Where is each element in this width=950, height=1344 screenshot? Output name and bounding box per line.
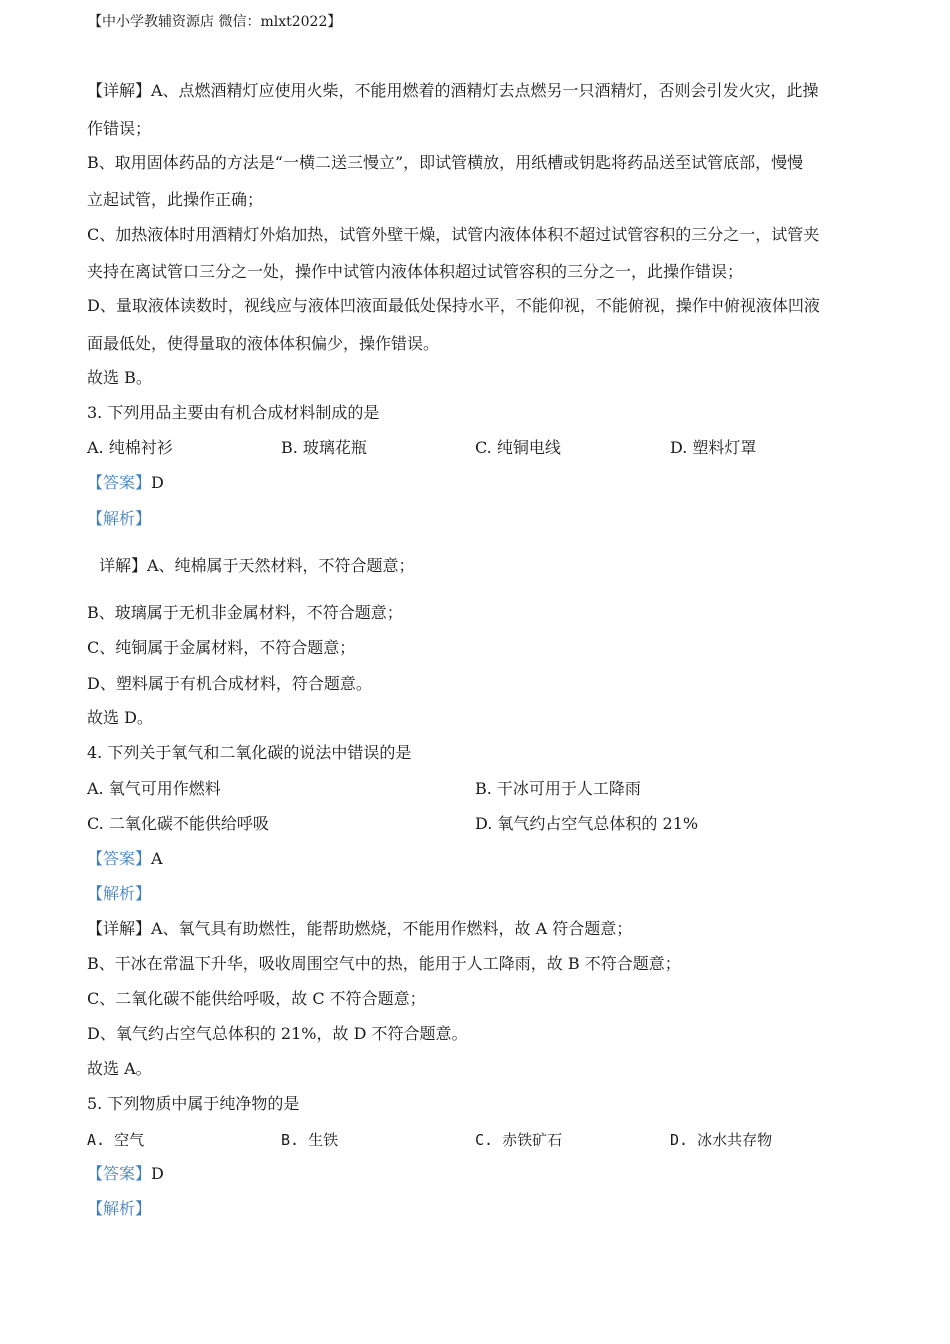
q2-detail-c-line2: 夹持在离试管口三分之一处，操作中试管内液体体积超过试管容积的三分之一，此操作错误； (87, 262, 744, 281)
q3-option-a: A. 纯棉衬衫 (87, 438, 173, 457)
q5-answer (87, 1163, 164, 1185)
q3-option-c: C. 纯铜电线 (475, 438, 561, 457)
answer-value: D (151, 1164, 164, 1183)
q5-question: 5. 下列物质中属于纯净物的是 (87, 1094, 300, 1113)
answer-label: 【答案】 (87, 849, 152, 868)
q4-detail-c: C、二氧化碳不能供给呼吸，故 C 不符合题意； (87, 989, 426, 1008)
q4-conclusion: 故选 A。 (87, 1059, 152, 1078)
q5-option-d: D. 冰水共存物 (670, 1131, 773, 1149)
q2-detail-b-line2: 立起试管，此操作正确； (87, 190, 264, 209)
q2-detail-b-line1: B、取用固体药品的方法是“一横二送三慢立”，即试管横放，用纸槽或钥匙将药品送至试管底部，慢慢 (87, 153, 804, 172)
q4-option-d: D. 氧气约占空气总体积的 21% (475, 814, 699, 833)
q5-option-a: A. 空气 (87, 1131, 145, 1149)
q3-question: 3. 下列用品主要由有机合成材料制成的是 (87, 403, 380, 422)
q3-option-d: D. 塑料灯罩 (670, 438, 757, 457)
q2-detail-d-line1: D、量取液体读数时，视线应与液体凹液面最低处保持水平，不能仰视，不能俯视，操作中俯视液体凹液 (87, 296, 820, 315)
q4-option-b: B. 干冰可用于人工降雨 (475, 779, 641, 798)
q4-detail-a: 【详解】A、氧气具有助燃性，能帮助燃烧，不能用作燃料，故 A 符合题意； (87, 919, 633, 938)
q5-analysis-label: 【解析】 (87, 1199, 152, 1218)
q4-option-a: A. 氧气可用作燃料 (87, 779, 221, 798)
answer-value: D (151, 473, 164, 492)
q3-answer (87, 472, 164, 494)
q4-detail-d: D、氧气约占空气总体积的 21%，故 D 不符合题意。 (87, 1024, 468, 1043)
q2-detail-c-line1: C、加热液体时用酒精灯外焰加热，试管外壁干燥，试管内液体体积不超过试管容积的三分之一，试管夹 (87, 225, 820, 244)
answer-label: 【答案】 (87, 1164, 152, 1183)
q3-conclusion: 故选 D。 (87, 708, 153, 727)
q4-answer (87, 848, 163, 870)
q4-analysis-label: 【解析】 (87, 884, 152, 903)
q4-option-c: C. 二氧化碳不能供给呼吸 (87, 814, 269, 833)
q3-detail-a: 详解】A、纯棉属于天然材料，不符合题意； (99, 556, 415, 575)
q2-conclusion: 故选 B。 (87, 368, 152, 387)
q3-detail-d: D、塑料属于有机合成材料，符合题意。 (87, 674, 372, 693)
q2-detail-a-line2: 作错误； (87, 119, 152, 138)
q3-analysis-label: 【解析】 (87, 509, 152, 528)
answer-label: 【答案】 (87, 473, 152, 492)
q2-detail-a-line1: 【详解】A、点燃酒精灯应使用火柴，不能用燃着的酒精灯去点燃另一只酒精灯，否则会引发火灾，此操 (87, 81, 819, 100)
q3-option-b: B. 玻璃花瓶 (281, 438, 367, 457)
q4-detail-b: B、干冰在常温下升华，吸收周围空气中的热，能用于人工降雨，故 B 不符合题意； (87, 954, 681, 973)
page-header: 【中小学教辅资源店 微信：mlxt2022】 (88, 14, 342, 30)
q5-option-c: C. 赤铁矿石 (475, 1131, 563, 1149)
answer-value: A (151, 849, 163, 868)
q3-detail-b: B、玻璃属于无机非金属材料，不符合题意； (87, 603, 403, 622)
q2-detail-d-line2: 面最低处，使得量取的液体体积偏少，操作错误。 (87, 334, 440, 353)
q3-detail-c: C、纯铜属于金属材料，不符合题意； (87, 638, 356, 657)
q5-option-b: B. 生铁 (281, 1131, 339, 1149)
q4-question: 4. 下列关于氧气和二氧化碳的说法中错误的是 (87, 743, 412, 762)
